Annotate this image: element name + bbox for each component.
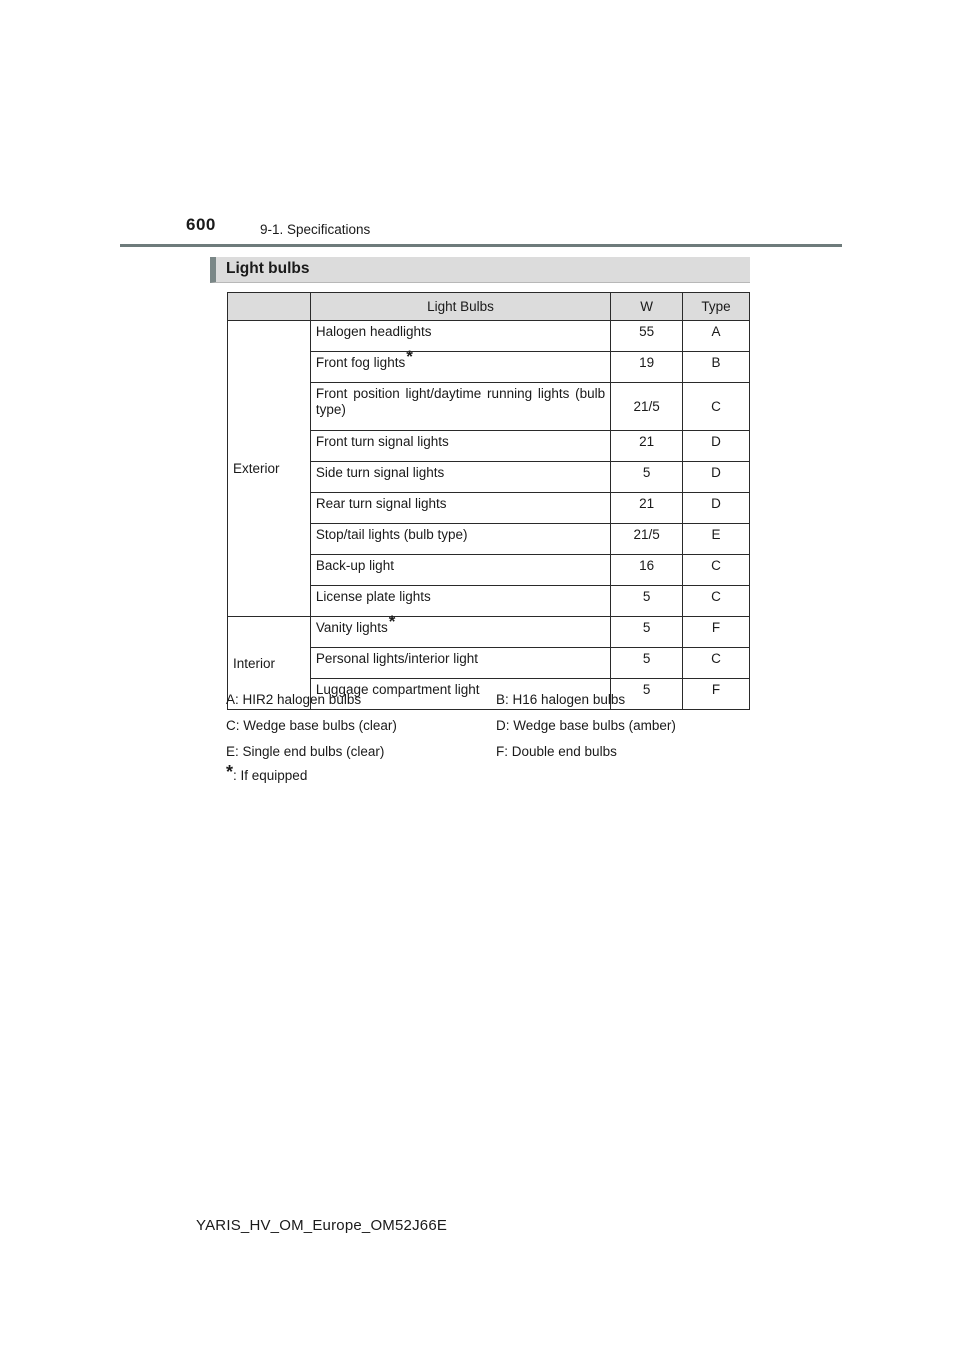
wattage-cell: 16 xyxy=(611,555,683,586)
bulb-type-cell: D xyxy=(683,493,750,524)
bulb-name-cell xyxy=(310,431,610,462)
bulb-name-cell xyxy=(310,555,610,586)
wattage-cell: 21/5 xyxy=(611,383,683,431)
section-heading: Light bulbs xyxy=(226,260,310,277)
bulb-name: Rear turn signal lights xyxy=(315,496,447,511)
group-label-cell: Exterior xyxy=(228,321,311,617)
bulb-name-cell xyxy=(310,586,610,617)
bulb-name-cell xyxy=(310,648,610,679)
footnote xyxy=(226,762,307,783)
header-cell-blank xyxy=(228,293,311,321)
wattage-cell: 21/5 xyxy=(611,524,683,555)
bulb-name-cell xyxy=(310,462,610,493)
section-title: 9-1. Specifications xyxy=(260,222,371,237)
wattage-cell: 5 xyxy=(611,586,683,617)
bulb-type-cell: F xyxy=(683,679,750,710)
bulb-type-cell: E xyxy=(683,524,750,555)
bulb-type-cell: C xyxy=(683,586,750,617)
section-heading-bar xyxy=(210,257,750,283)
bulb-name: Stop/tail lights (bulb type) xyxy=(315,527,468,542)
bulb-type-cell: F xyxy=(683,617,750,648)
wattage-cell: 5 xyxy=(611,462,683,493)
bulb-name-cell xyxy=(310,347,610,383)
bulb-type-cell: A xyxy=(683,321,750,352)
legend-row xyxy=(226,713,746,739)
bulb-name-cell xyxy=(310,383,610,431)
footnote-asterisk: * xyxy=(226,762,234,782)
wattage-cell: 5 xyxy=(611,648,683,679)
legend-item-a: A: HIR2 halogen bulbs xyxy=(226,692,362,707)
bulb-type-legend xyxy=(226,687,746,765)
bulb-name: Back-up light xyxy=(315,558,394,573)
bulb-name: Front position light/daytime running lights (bulb type) xyxy=(315,386,606,417)
bulb-type-cell: C xyxy=(683,383,750,431)
wattage-cell: 19 xyxy=(611,352,683,383)
table-row xyxy=(228,321,750,352)
header-cell-type: Type xyxy=(683,293,750,321)
document-footer-code: YARIS_HV_OM_Europe_OM52J66E xyxy=(196,1217,448,1234)
bulb-name-cell xyxy=(310,493,610,524)
bulb-name: License plate lights xyxy=(315,589,431,604)
wattage-cell: 21 xyxy=(611,493,683,524)
bulb-type-cell: C xyxy=(683,648,750,679)
table-header-row xyxy=(228,293,750,321)
bulb-name: Side turn signal lights xyxy=(315,465,445,480)
legend-row xyxy=(226,687,746,713)
header-cell-watts: W xyxy=(611,293,683,321)
bulb-type-cell: D xyxy=(683,462,750,493)
bulb-type-cell: C xyxy=(683,555,750,586)
if-equipped-asterisk: * xyxy=(406,347,413,366)
bulb-type-cell: B xyxy=(683,352,750,383)
footnote-text: : If equipped xyxy=(233,768,308,783)
header-cell-light-bulbs: Light Bulbs xyxy=(310,293,610,321)
wattage-cell: 55 xyxy=(611,321,683,352)
bulb-name-cell xyxy=(310,524,610,555)
legend-item-e: E: Single end bulbs (clear) xyxy=(226,744,385,759)
legend-item-f: F: Double end bulbs xyxy=(496,744,617,759)
bulb-name: Halogen headlights xyxy=(315,324,432,339)
light-bulbs-table xyxy=(227,292,750,710)
wattage-cell: 21 xyxy=(611,431,683,462)
bulb-name-cell xyxy=(310,612,610,648)
bulb-name: Personal lights/interior light xyxy=(315,651,478,666)
bulb-name: Vanity lights xyxy=(315,620,388,635)
legend-item-b: B: H16 halogen bulbs xyxy=(496,692,626,707)
bulb-name-cell xyxy=(310,321,610,352)
bulb-name: Front turn signal lights xyxy=(315,434,449,449)
table-row xyxy=(228,617,750,648)
wattage-cell: 5 xyxy=(611,617,683,648)
table-body xyxy=(228,321,750,710)
if-equipped-asterisk: * xyxy=(388,612,396,631)
bulb-type-cell: D xyxy=(683,431,750,462)
bulb-name: Front fog lights xyxy=(315,355,406,370)
page-number: 600 xyxy=(186,215,216,234)
bulb-name: Luggage compartment light xyxy=(315,682,480,697)
header-divider xyxy=(120,244,842,247)
group-label-cell: Interior xyxy=(228,617,311,710)
wattage-cell: 5 xyxy=(611,679,683,710)
legend-item-c: C: Wedge base bulbs (clear) xyxy=(226,718,397,733)
legend-item-d: D: Wedge base bulbs (amber) xyxy=(496,718,676,733)
